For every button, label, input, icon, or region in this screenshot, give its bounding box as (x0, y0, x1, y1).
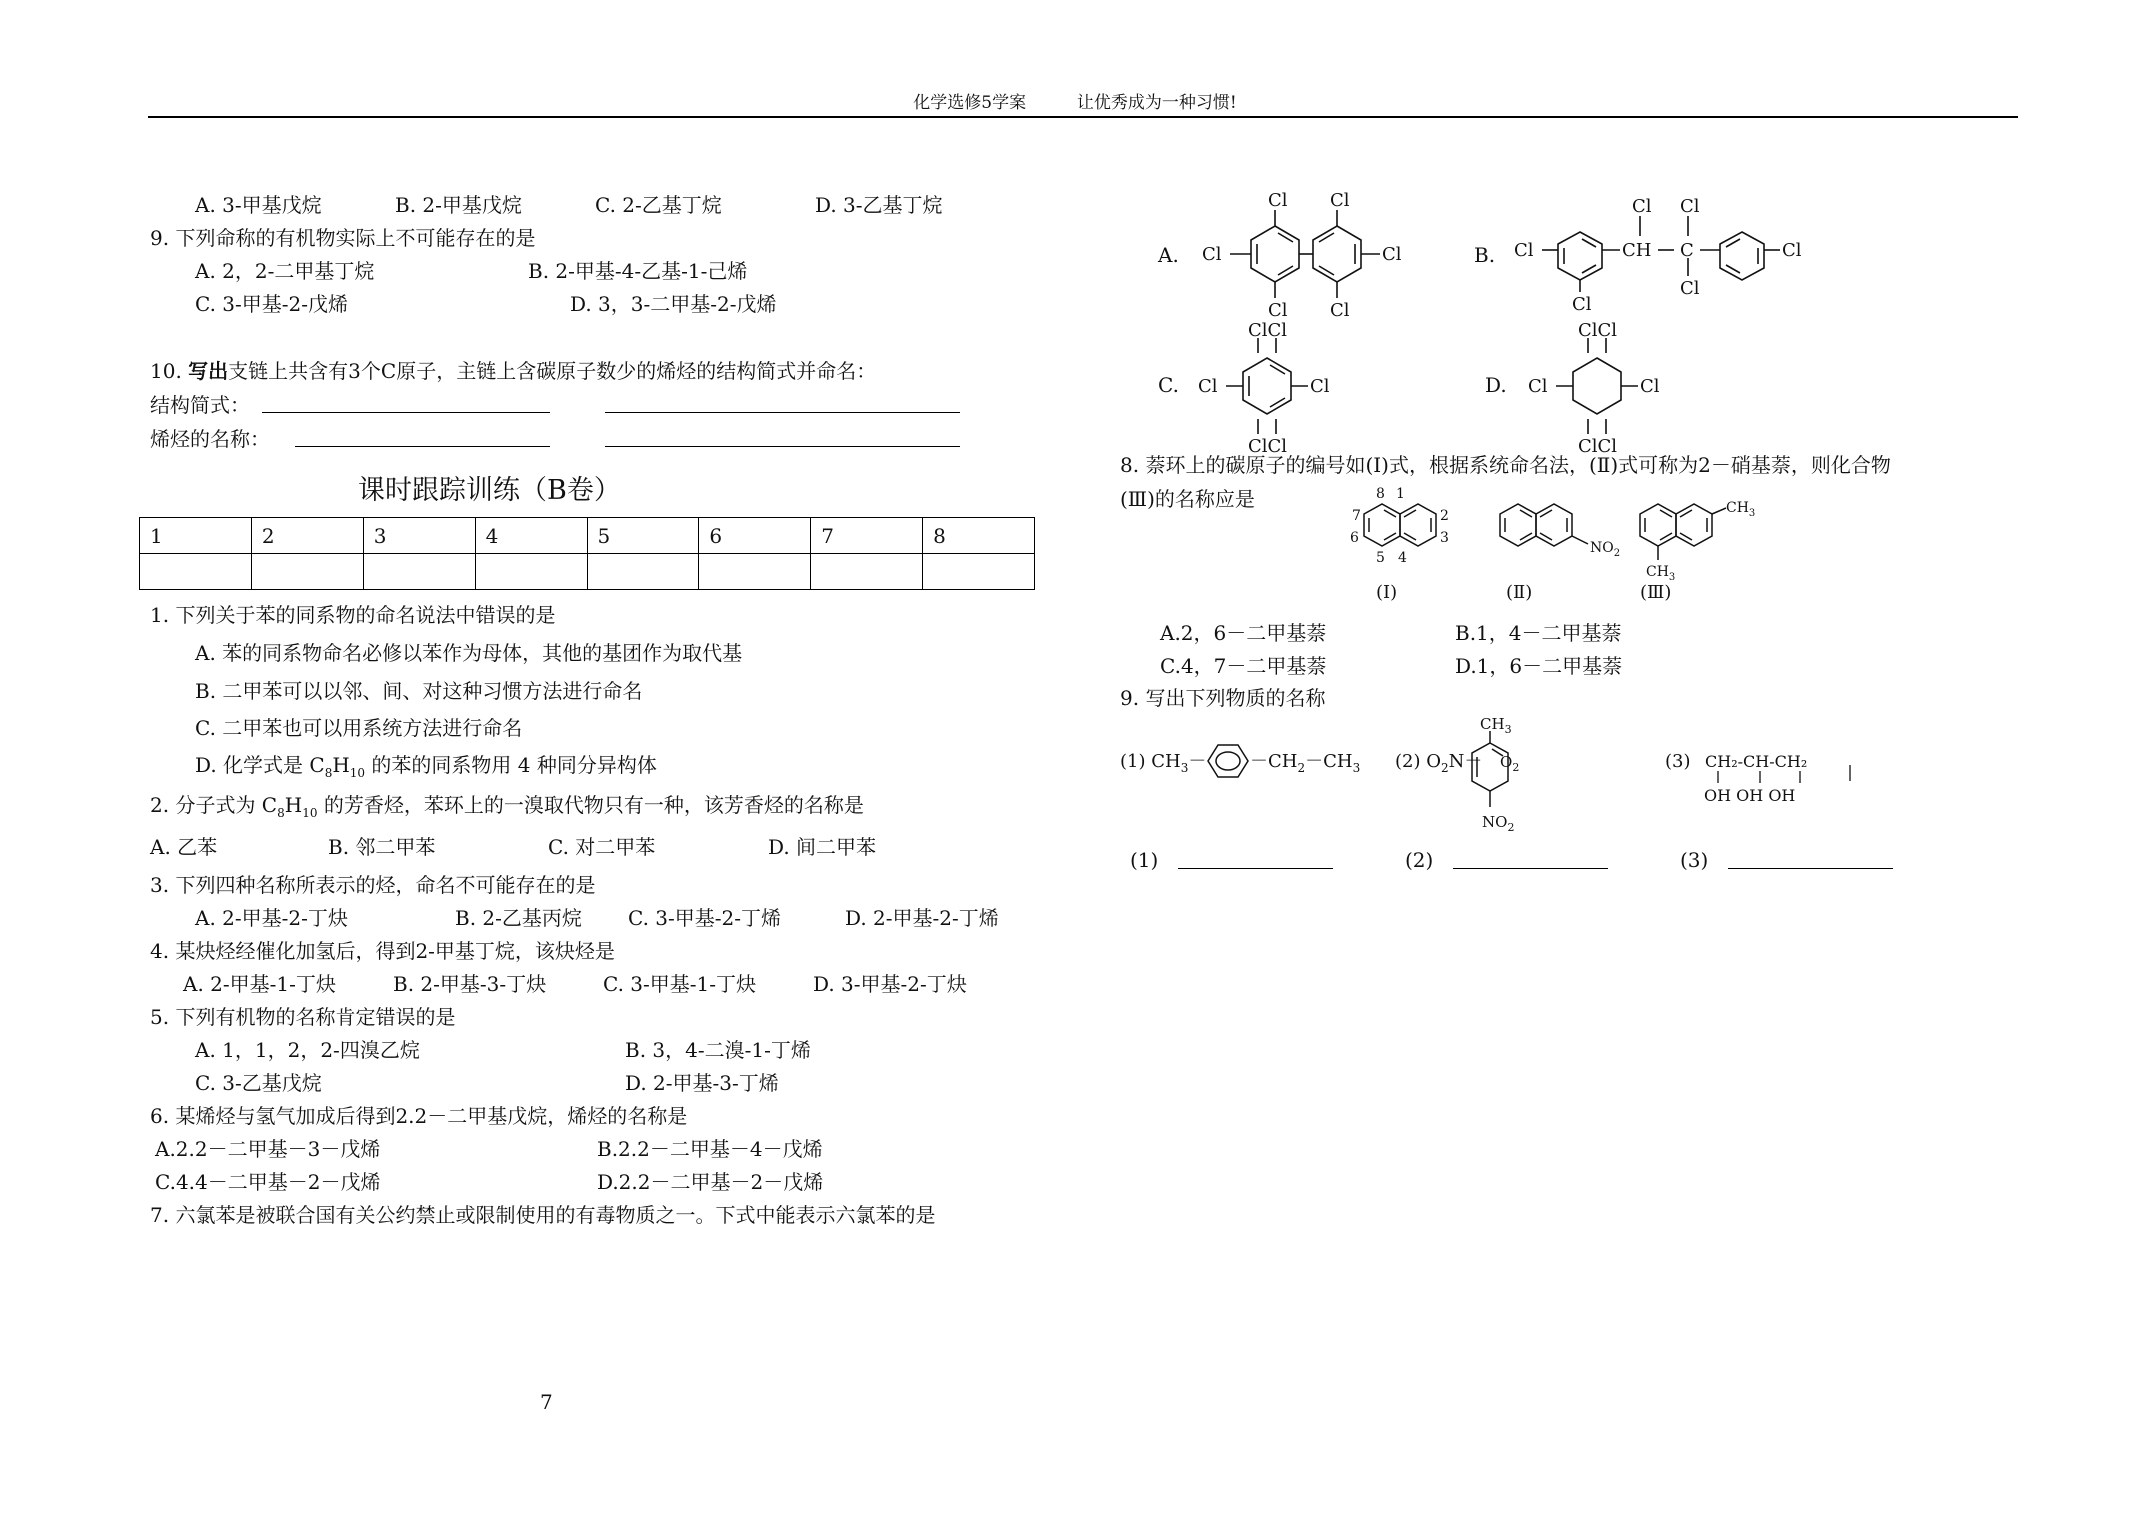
b4-option-b: B. 2-甲基-3-丁炔 (393, 972, 547, 996)
answer-cell[interactable] (475, 554, 587, 590)
q10-bold: 写出 (188, 359, 229, 383)
ch3-label: $CH_3$ (1726, 500, 1756, 519)
caption-ii: (Ⅱ) (1506, 582, 1533, 603)
b1-d-sub1: 8 (324, 766, 333, 780)
b1-d-post: 的苯的同系物用 4 种同分异构体 (365, 753, 657, 777)
page-header (0, 88, 2150, 113)
b2-pre: 2. 分子式为 C (150, 793, 278, 817)
b6-option-b: B.2.2－二甲基－4－戊烯 (597, 1137, 823, 1161)
ring-number: 6 (1350, 530, 1359, 546)
b6-option-d: D.2.2－二甲基－2－戊烯 (597, 1170, 824, 1194)
rq8-option-d: D.1，6－二甲基萘 (1455, 654, 1623, 678)
q10-name-row (150, 424, 270, 454)
b2-sub1: 8 (277, 806, 285, 820)
rq9-blank-1[interactable] (1178, 846, 1333, 869)
ring-number: 8 (1376, 486, 1385, 502)
ring-number: 3 (1440, 530, 1449, 546)
q7-label-d: D. (1485, 373, 1507, 397)
b4-option-c: C. 3-甲基-1-丁炔 (603, 972, 757, 996)
q10-structure-blank-1[interactable] (262, 390, 550, 413)
answer-col-5: 5 (587, 518, 699, 554)
ring-number: 5 (1376, 550, 1385, 566)
q7-label-c: C. (1158, 373, 1179, 397)
b3-stem: 3. 下列四种名称所表示的烃，命名不可能存在的是 (150, 873, 596, 897)
cl-label: Cl (1382, 244, 1402, 265)
b1-option-a: A. 苯的同系物命名必修以苯作为母体，其他的基团作为取代基 (195, 641, 743, 665)
q9-stem: 9. 下列命称的有机物实际上不可能存在的是 (150, 226, 536, 250)
q10-structure-label: 结构简式： (150, 393, 250, 417)
b1-d-mid: H (332, 753, 350, 777)
answer-table-blank-row (140, 554, 1035, 590)
b5-option-d: D. 2-甲基-3-丁烯 (625, 1071, 779, 1095)
b6-option-a: A.2.2－二甲基－3－戊烯 (155, 1137, 381, 1161)
q9-option-b: B. 2-甲基-4-乙基-1-己烯 (528, 259, 748, 283)
cl-label: Cl (1632, 196, 1652, 217)
q10-rest: 支链上共含有3个C原子，主链上含碳原子数少的烯烃的结构简式并命名： (228, 359, 877, 383)
b2-post: 的芳香烃，苯环上的一溴取代物只有一种，该芳香烃的名称是 (317, 793, 864, 817)
cl-label: Cl (1680, 278, 1700, 299)
rq8-line1: 8. 萘环上的碳原子的编号如(Ⅰ)式，根据系统命名法，(Ⅱ)式可称为2－硝基萘，则化合物 (1120, 453, 1891, 477)
b5-option-a: A. 1，1，2，2-四溴乙烷 (195, 1038, 420, 1062)
clcl-label: ClCl (1248, 320, 1288, 341)
m2-right: $O_2$ (1500, 753, 1520, 774)
m3-label: (3) (1665, 751, 1691, 772)
answer-cell[interactable] (140, 554, 252, 590)
b7-stem: 7. 六氯苯是被联合国有关公约禁止或限制使用的有毒物质之一。下式中能表示六氯苯的是 (150, 1203, 936, 1227)
b5-stem: 5. 下列有机物的名称肯定错误的是 (150, 1005, 456, 1029)
rq9-blank-label-2: (2) (1405, 848, 1434, 872)
no2-label: $NO_2$ (1590, 540, 1621, 559)
q10-name-blank-2[interactable] (605, 424, 960, 447)
rq9-stem: 9. 写出下列物质的名称 (1120, 686, 1326, 710)
ring-number: 4 (1398, 550, 1407, 566)
b2-option-c: C. 对二甲苯 (548, 835, 656, 859)
section-title: 课时跟踪训练（B卷） (358, 475, 621, 506)
answer-col-8: 8 (923, 518, 1035, 554)
b1-option-b: B. 二甲苯可以以邻、间、对这种习惯方法进行命名 (195, 679, 643, 703)
cl-label: Cl (1330, 190, 1350, 211)
m2-bottom: $NO_2$ (1482, 813, 1515, 834)
answer-col-1: 1 (140, 518, 252, 554)
answer-col-4: 4 (475, 518, 587, 554)
m2-top: $CH_3$ (1480, 715, 1512, 736)
b2-sub2: 10 (302, 806, 318, 820)
answer-table (139, 517, 1035, 590)
ch-label: CH (1622, 240, 1652, 261)
rq8-option-a: A.2，6－二甲基萘 (1160, 621, 1327, 645)
q8-option-a: A. 3-甲基戊烷 (195, 193, 322, 217)
b1-option-d (195, 750, 657, 788)
m3-chain: CH₂-CH-CH₂ (1705, 752, 1808, 771)
caption-iii: (Ⅲ) (1640, 582, 1672, 603)
b1-stem: 1. 下列关于苯的同系物的命名说法中错误的是 (150, 603, 556, 627)
q10-name-blank-1[interactable] (295, 424, 550, 447)
q7-structure-d (1520, 318, 1700, 458)
cl-label: Cl (1268, 300, 1288, 321)
cl-label: Cl (1268, 190, 1288, 211)
clcl-label: ClCl (1578, 320, 1618, 341)
b3-option-a: A. 2-甲基-2-丁炔 (195, 906, 348, 930)
rq8-line2: (Ⅲ)的名称应是 (1120, 487, 1255, 511)
b4-option-d: D. 3-甲基-2-丁炔 (813, 972, 967, 996)
ring-number: 1 (1396, 486, 1405, 502)
page-number: 7 (540, 1390, 553, 1414)
rq8-option-c: C.4，7－二甲基萘 (1160, 654, 1327, 678)
rq9-structures (1120, 715, 1950, 845)
b4-option-a: A. 2-甲基-1-丁炔 (183, 972, 336, 996)
answer-cell[interactable] (699, 554, 811, 590)
cl-label: Cl (1640, 376, 1660, 397)
header-right: 让优秀成为一种习惯! (1076, 93, 1237, 113)
q10-name-label: 烯烃的名称： (150, 427, 270, 451)
q8-option-c: C. 2-乙基丁烷 (595, 193, 722, 217)
answer-cell[interactable] (811, 554, 923, 590)
b2-option-d: D. 间二甲苯 (768, 835, 877, 859)
q9-option-a: A. 2，2-二甲基丁烷 (195, 259, 375, 283)
c-label: C (1680, 240, 1694, 261)
rq9-blank-3[interactable] (1728, 846, 1893, 869)
m1-right: $-CH_2-CH_3$ (1250, 751, 1361, 775)
m3-oh: OH OH OH (1704, 786, 1796, 805)
cl-label: Cl (1310, 376, 1330, 397)
answer-table-header-row (140, 518, 1035, 554)
ring-number: 7 (1352, 508, 1361, 524)
q8-option-b: B. 2-甲基戊烷 (395, 193, 522, 217)
cl-label: Cl (1572, 294, 1592, 315)
answer-col-3: 3 (363, 518, 475, 554)
b2-option-b: B. 邻二甲苯 (328, 835, 436, 859)
header-left: 化学选修5学案 (913, 93, 1027, 113)
answer-cell[interactable] (923, 554, 1035, 590)
b5-option-c: C. 3-乙基戊烷 (195, 1071, 322, 1095)
q7-label-a: A. (1158, 243, 1179, 267)
q10-stem (150, 356, 876, 386)
b1-d-pre: D. 化学式是 C (195, 753, 325, 777)
q7-structure-a (1190, 188, 1450, 328)
cl-label: Cl (1680, 196, 1700, 217)
b3-option-c: C. 3-甲基-2-丁烯 (628, 906, 782, 930)
rq9-blank-2[interactable] (1453, 846, 1608, 869)
q7-structure-c (1190, 318, 1370, 458)
ch3-label: $CH_3$ (1646, 564, 1676, 583)
b2-option-a: A. 乙苯 (150, 835, 218, 859)
b6-stem: 6. 某烯烃与氢气加成后得到2.2－二甲基戊烷，烯烃的名称是 (150, 1104, 688, 1128)
answer-cell[interactable] (251, 554, 363, 590)
q8-option-d: D. 3-乙基丁烷 (815, 193, 943, 217)
q10-number: 10. (150, 359, 182, 383)
caption-i: (Ⅰ) (1376, 582, 1398, 603)
m1-left: (1) $CH_3-$ (1120, 751, 1207, 775)
b6-option-c: C.4.4－二甲基－2－戊烯 (155, 1170, 381, 1194)
q9-option-c: C. 3-甲基-2-戊烯 (195, 292, 349, 316)
q10-structure-blank-2[interactable] (605, 390, 960, 413)
rq9-blank-label-3: (3) (1680, 848, 1709, 872)
rq9-blank-label-1: (1) (1130, 848, 1159, 872)
b4-stem: 4. 某炔烃经催化加氢后，得到2-甲基丁烷，该炔烃是 (150, 939, 615, 963)
ring-number: 2 (1440, 508, 1449, 524)
cl-label: Cl (1198, 376, 1218, 397)
b5-option-b: B. 3，4-二溴-1-丁烯 (625, 1038, 811, 1062)
q10-structure-row (150, 390, 250, 420)
b3-option-d: D. 2-甲基-2-丁烯 (845, 906, 999, 930)
rq8-option-b: B.1，4－二甲基萘 (1455, 621, 1622, 645)
b3-option-b: B. 2-乙基丙烷 (455, 906, 582, 930)
b1-d-sub2: 10 (349, 766, 366, 780)
rq8-structures (1340, 484, 1760, 614)
header-rule (148, 116, 2018, 118)
q7-label-b: B. (1474, 243, 1496, 267)
cl-label: Cl (1202, 244, 1222, 265)
q9-option-d: D. 3，3-二甲基-2-戊烯 (570, 292, 777, 316)
cl-label: Cl (1330, 300, 1350, 321)
answer-col-7: 7 (811, 518, 923, 554)
clcl-label: ClCl (1578, 436, 1618, 457)
answer-cell[interactable] (363, 554, 475, 590)
cl-label: Cl (1514, 240, 1534, 261)
b2-stem (150, 790, 864, 828)
cl-label: Cl (1528, 376, 1548, 397)
answer-col-6: 6 (699, 518, 811, 554)
b2-mid: H (284, 793, 303, 817)
m2-left: (2) $O_2N-$ (1395, 751, 1483, 775)
answer-col-2: 2 (251, 518, 363, 554)
clcl-label: ClCl (1248, 436, 1288, 457)
b1-option-c: C. 二甲苯也可以用系统方法进行命名 (195, 716, 523, 740)
q7-structure-b (1510, 188, 1830, 315)
cl-label: Cl (1782, 240, 1802, 261)
answer-cell[interactable] (587, 554, 699, 590)
